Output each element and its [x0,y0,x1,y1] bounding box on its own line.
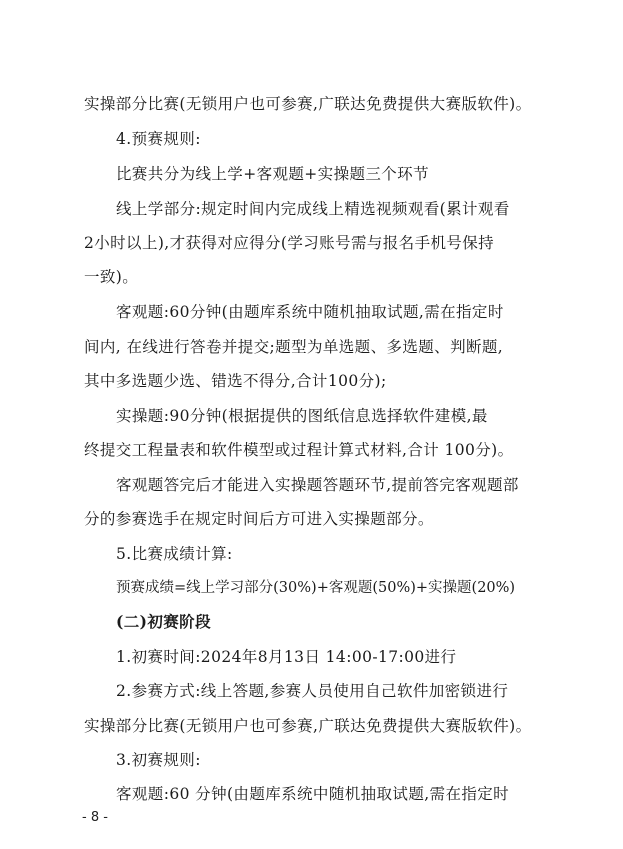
text-line: 客观题:60分钟(由题库系统中随机抽取试题,需在指定时 [116,303,504,321]
text-line: 预赛成绩=线上学习部分(30%)+客观题(50%)+实操题(20%) [116,580,516,596]
stage-heading: (二)初赛阶段 [116,612,211,631]
section-heading: 3.初赛规则: [116,751,201,769]
section-heading: 4.预赛规则: [116,130,201,148]
text-line: 其中多选题少选、错选不得分,合计100分); [84,372,387,390]
text-line: 1.初赛时间:2024年8月13日 14:00-17:00进行 [116,648,457,666]
text-line: 实操部分比赛(无锁用户也可参赛,广联达免费提供大赛版软件)。 [84,95,532,113]
page-number: - 8 - [82,810,108,825]
text-line: 线上学部分:规定时间内完成线上精选视频观看(累计观看 [116,200,510,218]
text-line: 终提交工程量表和软件模型或过程计算式材料,合计 100分)。 [84,441,514,459]
text-line: 实操题:90分钟(根据提供的图纸信息选择软件建模,最 [116,407,488,425]
text-line: 实操部分比赛(无锁用户也可参赛,广联达免费提供大赛版软件)。 [84,717,532,735]
text-line: 客观题:60 分钟(由题库系统中随机抽取试题,需在指定时 [116,785,510,803]
text-line: 一致)。 [84,268,139,286]
text-line: 分的参赛选手在规定时间后方可进入实操题部分。 [84,510,434,528]
text-line: 2小时以上),才获得对应得分(学习账号需与报名手机号保持 [84,234,495,252]
text-line: 比赛共分为线上学+客观题+实操题三个环节 [116,165,429,183]
text-line: 客观题答完后才能进入实操题答题环节,提前答完客观题部 [116,476,519,494]
text-line: 间内, 在线进行答卷并提交;题型为单选题、多选题、判断题, [84,338,504,356]
section-heading: 5.比赛成绩计算: [116,545,233,563]
text-line: 2.参赛方式:线上答题,参赛人员使用自己软件加密锁进行 [116,682,509,700]
